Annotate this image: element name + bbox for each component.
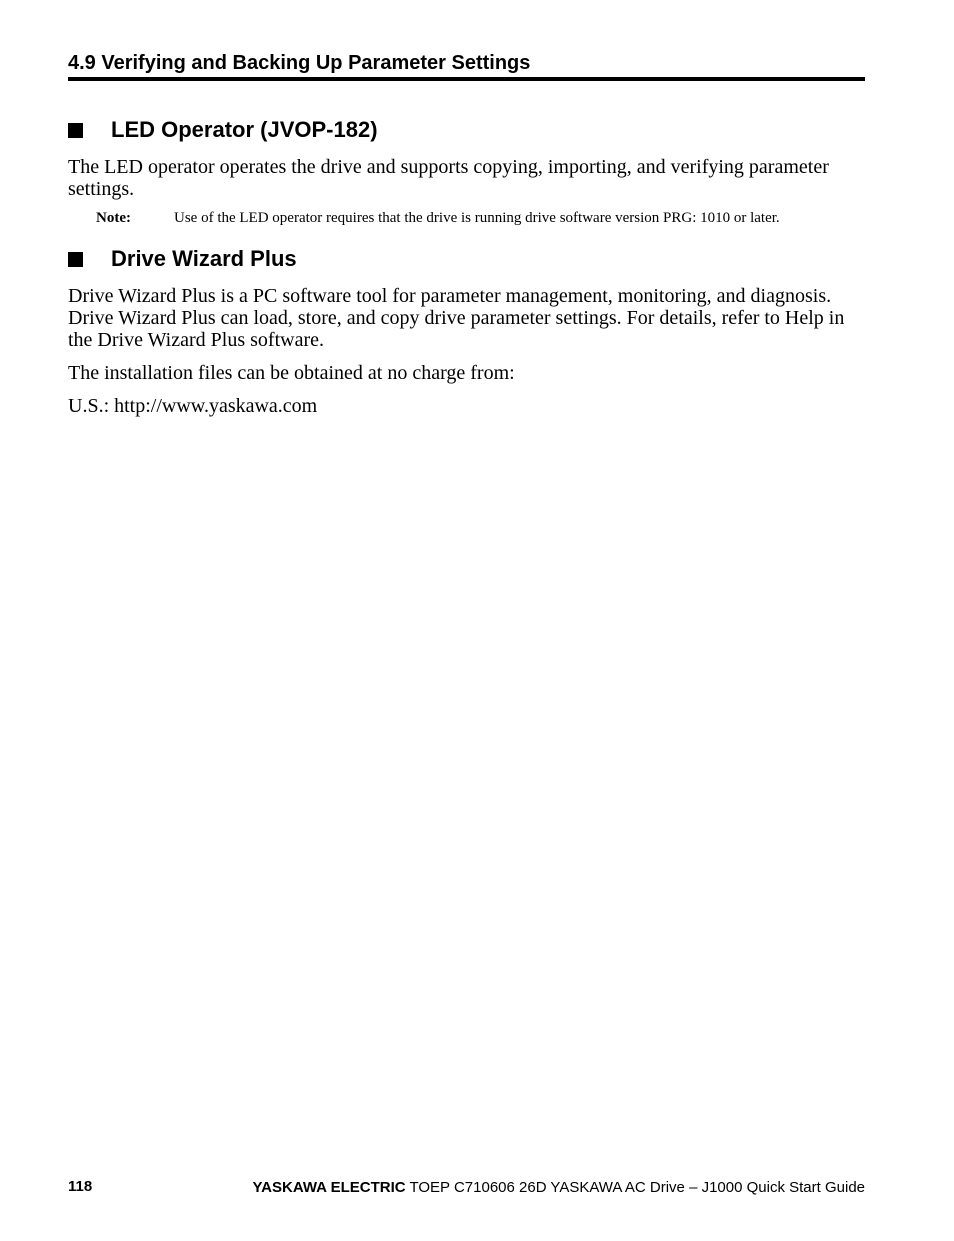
section-title: 4.9 Verifying and Backing Up Parameter Settings (68, 52, 531, 74)
heading-drive-wizard-plus (68, 246, 297, 272)
footer-brand: YASKAWA ELECTRIC (252, 1179, 406, 1196)
note-text: Use of the LED operator requires that the drive is running drive software version PRG: 1010 or later. (174, 210, 780, 226)
heading-drive-wizard-plus-text: Drive Wizard Plus (111, 246, 297, 271)
heading-led-operator (68, 117, 378, 143)
header-rule (68, 77, 865, 81)
download-url: U.S.: http://www.yaskawa.com (68, 395, 318, 417)
drive-wizard-paragraph: Drive Wizard Plus is a PC software tool for parameter management, monitoring, and diagnosis. Drive Wizard Plus can load, store, and copy drive parameter settings. For details, refer to Help in the Drive Wizard Plus software. (68, 285, 845, 351)
black-square-bullet-icon (68, 252, 83, 267)
led-operator-paragraph: The LED operator operates the drive and supports copying, importing, and verifying parameter settings. (68, 156, 829, 200)
heading-led-operator-text: LED Operator (JVOP-182) (111, 117, 378, 142)
black-square-bullet-icon (68, 123, 83, 138)
installation-paragraph: The installation files can be obtained at no charge from: (68, 362, 515, 384)
page-number: 118 (68, 1178, 93, 1195)
note-label: Note: (96, 210, 131, 226)
footer-title (253, 1179, 865, 1196)
footer-doc-title: TOEP C710606 26D YASKAWA AC Drive – J1000 Quick Start Guide (405, 1179, 865, 1196)
